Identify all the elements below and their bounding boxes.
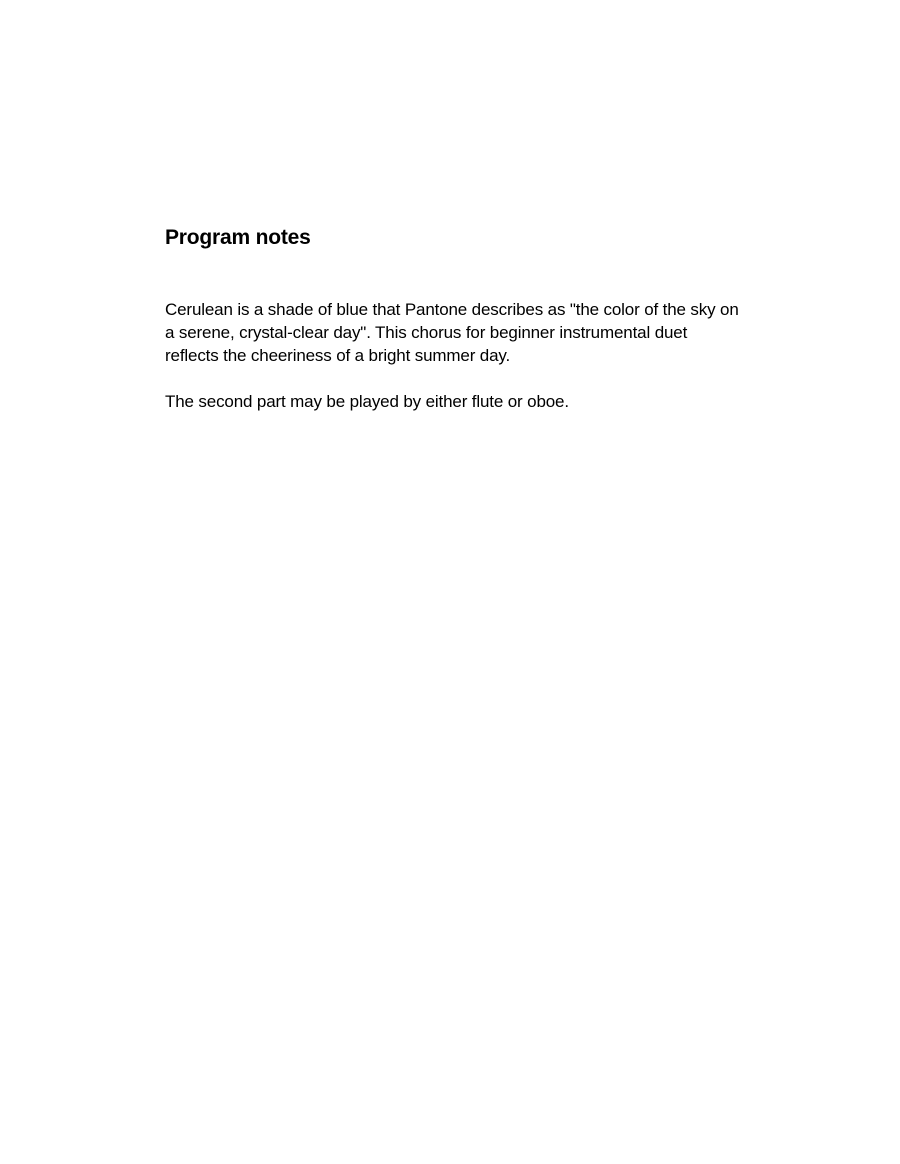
page-title: Program notes [165,226,311,249]
paragraph-description: Cerulean is a shade of blue that Pantone describes as "the color of the sky on a serene, crystal-clear day". This chorus for beginner instrumental duet reflects the cheeriness of a bright summer day. [165,300,739,365]
program-notes-section [165,224,765,413]
paragraph-instrumentation: The second part may be played by either flute or oboe. [165,392,569,411]
